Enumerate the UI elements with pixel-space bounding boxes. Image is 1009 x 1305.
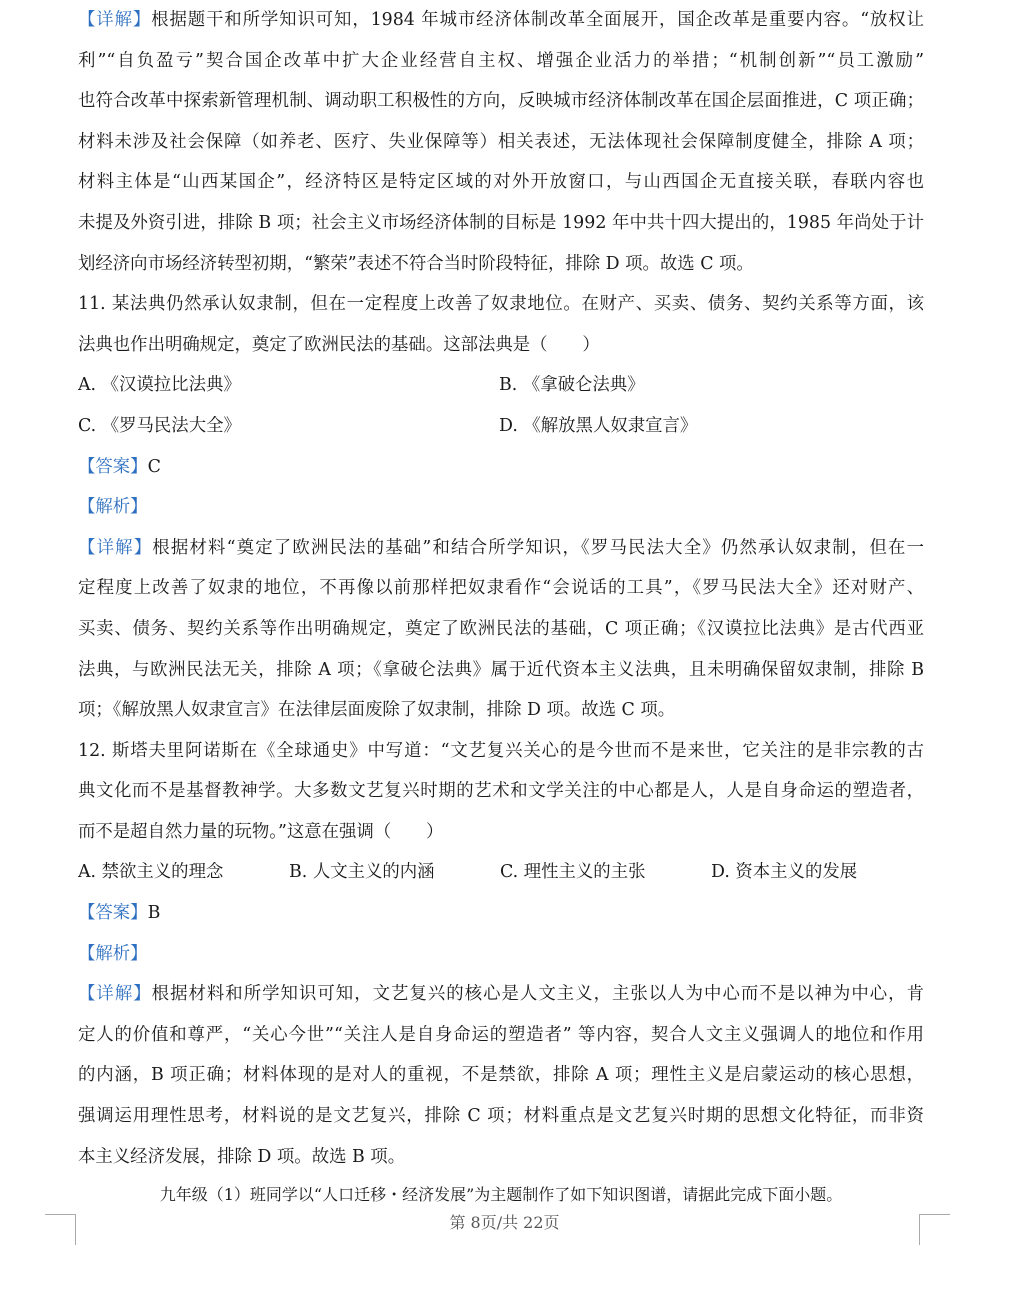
q12-detail-line: 定人的价值和尊严，“关心今世”“关注人是自身命运的塑造者” 等内容，契合人文主义强调人的地位和作用 [78,1024,924,1045]
q10-detail-line: 未提及外资引进，排除 B 项；社会主义市场经济体制的目标是 1992 年中共十四大提出的，1985 年尚处于计 [78,212,924,233]
q12-option-b: B. 人文主义的内涵 [289,862,435,883]
q12-analysis-label: 【解析】 [78,943,148,964]
q12-option-d: D. 资本主义的发展 [711,862,858,883]
q12-stem-line: 12. 斯塔夫里阿诺斯在《全球通史》中写道：“文艺复兴关心的是今世而不是来世，它关注的是非宗教的古 [78,740,924,761]
answer-label: 【答案】 [78,903,148,924]
q12-answer [78,893,924,934]
q11-option-b: B. 《拿破仑法典》 [499,375,645,396]
q11-stem-line: 法典也作出明确规定，奠定了欧洲民法的基础。这部法典是（ ） [78,334,600,355]
q12-detail-line: 强调运用理性思考，材料说的是文艺复兴，排除 C 项；材料重点是文艺复兴时期的思想文化特征，而非资 [78,1106,924,1127]
q10-detail-text-0: 根据题干和所学知识可知，1984 年城市经济体制改革全面展开，国企改革是重要内容。“放权让 [151,10,924,30]
q10-detail-line: 划经济向市场经济转型初期，“繁荣”表述不符合当时阶段特征，排除 D 项。故选 C 项。 [78,253,754,274]
q12-detail-text-0: 根据材料和所学知识可知，文艺复兴的核心是人文主义，主张以人为中心而不是以神为中心，肯 [151,984,924,1005]
q11-detail-line [78,528,924,569]
q11-answer-value: C [147,456,161,477]
q11-detail-text-0: 根据材料“奠定了欧洲民法的基础”和结合所学知识，《罗马民法大全》仍然承认奴隶制，但在一 [152,537,924,558]
detail-label: 【详解】 [78,984,152,1005]
q10-detail-line: 也符合改革中探索新管理机制、调动职工积极性的方向，反映城市经济体制改革在国企层面推进，C 项正确； [78,91,924,112]
q10-detail-line: 材料未涉及社会保障（如养老、医疗、失业保障等）相关表述，无法体现社会保障制度健全，排除 A 项； [78,131,924,152]
q12-option-a: A. 禁欲主义的理念 [78,862,224,883]
q11-options-row [78,406,924,447]
q11-detail-line: 法典，与欧洲民法无关，排除 A 项；《拿破仑法典》属于近代资本主义法典，且未明确保留奴隶制，排除 B [78,659,924,680]
q10-detail-line: 利”“自负盈亏”契合国企改革中扩大企业经营自主权、增强企业活力的举措；“机制创新”“员工激励” [78,50,924,71]
question-12 [78,731,924,1178]
q11-detail-line: 项；《解放黑人奴隶宣言》在法律层面废除了奴隶制，排除 D 项。故选 C 项。 [78,700,676,721]
detail-label: 【详解】 [78,537,153,558]
q12-answer-value: B [147,903,161,924]
q11-detail-line: 定程度上改善了奴隶的地位，不再像以前那样把奴隶看作“会说话的工具”，《罗马民法大全》还对财产、 [78,578,924,599]
detail-label: 【详解】 [78,10,152,30]
q10-detail [78,0,924,284]
q11-analysis-label: 【解析】 [78,497,148,518]
q11-stem-line: 11. 某法典仍然承认奴隶制，但在一定程度上改善了奴隶地位。在财产、买卖、债务、契约关系等方面，该 [78,294,924,315]
answer-label: 【答案】 [78,456,148,477]
q12-stem-line: 典文化而不是基督教神学。大多数文艺复兴时期的艺术和文学关注的中心都是人，人是自身命运的塑造者， [78,781,924,802]
q11-option-c: C. 《罗马民法大全》 [78,415,241,436]
q12-stem-line: 而不是超自然力量的玩物。”这意在强调（ ） [78,821,444,842]
q12-detail-line [78,974,924,1015]
q10-detail-line [78,0,924,41]
q12-option-c: C. 理性主义的主张 [500,862,646,883]
q11-answer [78,447,924,488]
q10-detail-line: 材料主体是“山西某国企”，经济特区是特定区域的对外开放窗口，与山西国企无直接关联，春联内容也 [78,172,924,193]
q11-option-a: A. 《汉谟拉比法典》 [78,375,241,396]
page-number-footer: 第 8页/共 22页 [449,1213,560,1232]
q12-options-row [78,852,924,893]
document-body [78,0,924,1177]
q12-detail-line: 本主义经济发展，排除 D 项。故选 B 项。 [78,1146,406,1167]
q12-detail-line: 的内涵，B 项正确；材料体现的是对人的重视，不是禁欲，排除 A 项；理性主义是启蒙运动的核心思想， [78,1065,924,1086]
q11-option-d: D. 《解放黑人奴隶宣言》 [499,415,698,436]
question-11 [78,284,924,731]
q11-detail-line: 买卖、债务、契约关系等作出明确规定，奠定了欧洲民法的基础，C 项正确；《汉谟拉比法典》是古代西亚 [78,618,924,639]
next-section-intro: 九年级（1）班同学以“人口迁移・经济发展”为主题制作了如下知识图谱，请据此完成下面小题。 [159,1185,843,1204]
q11-options-row [78,365,924,406]
